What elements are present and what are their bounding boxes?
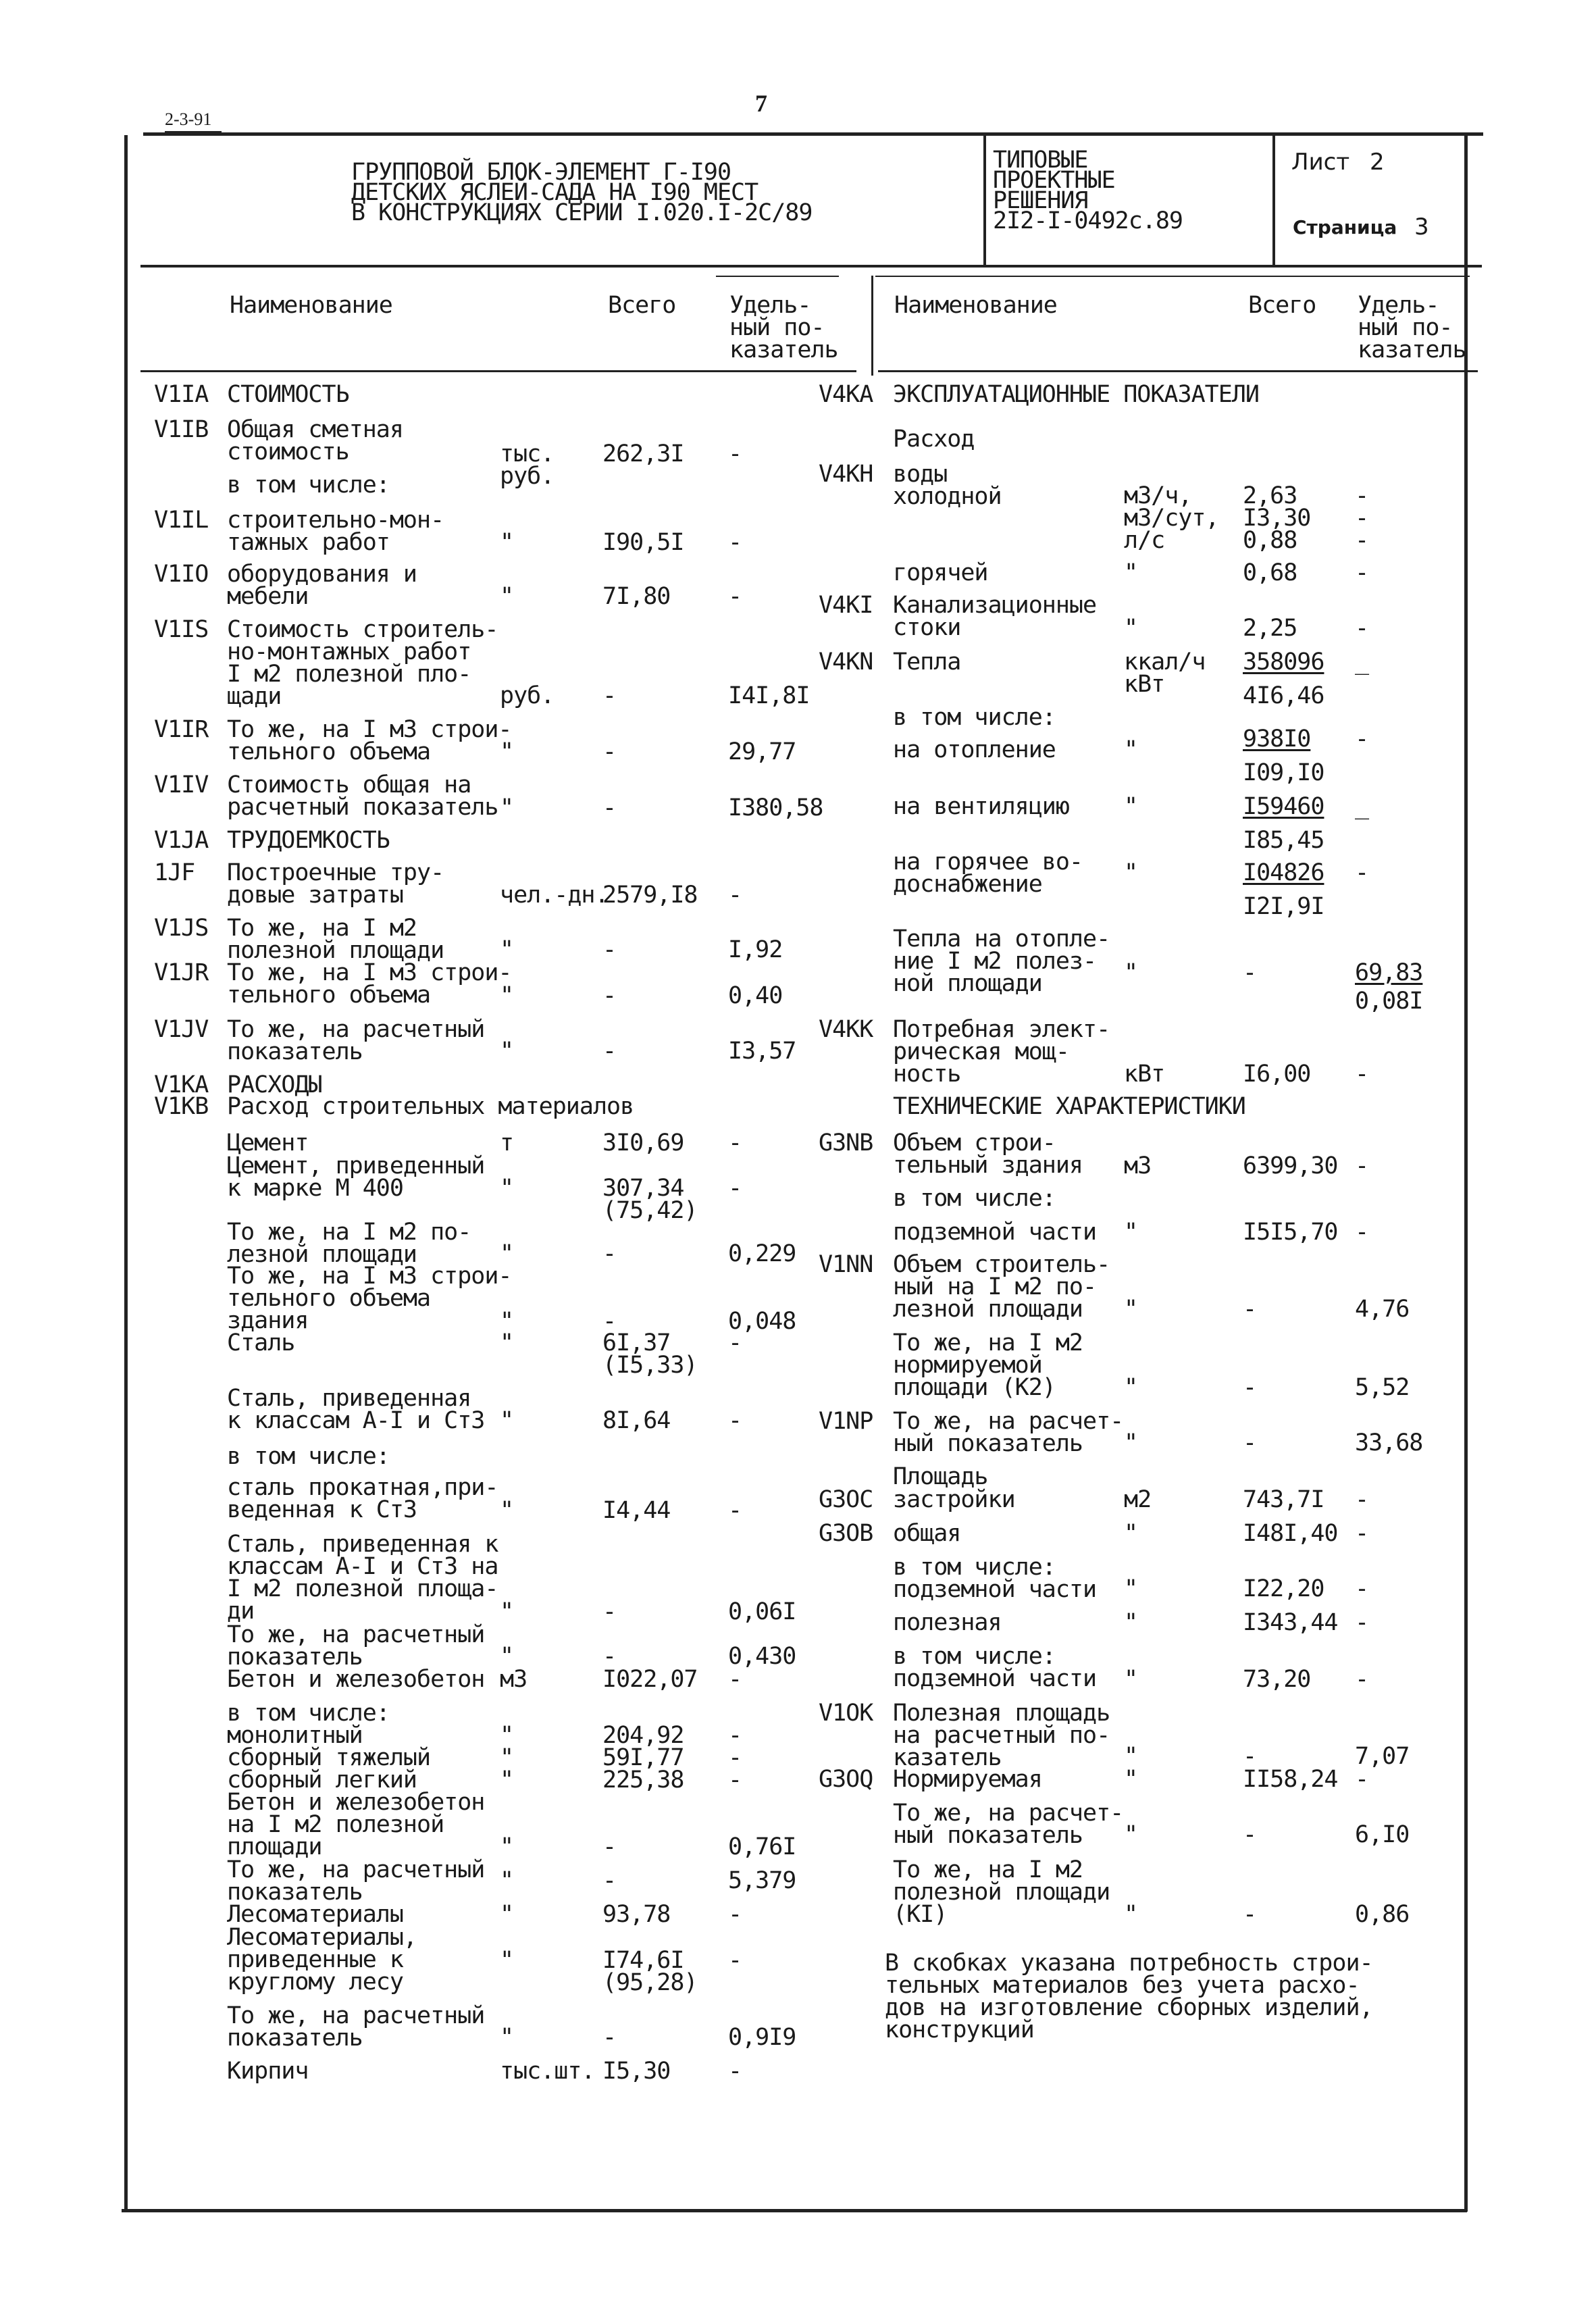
row-unit: " (500, 1329, 514, 1356)
row-name: СТОИМОСТЬ (227, 381, 349, 408)
row-name: в том числе: подземной части (893, 1554, 1097, 1603)
row-name: на вентиляцию (893, 793, 1069, 820)
row-total: - (602, 1308, 617, 1335)
row-name: Полезная площадь на расчетный по- казатель (893, 1700, 1110, 1771)
row-specific: - (728, 2058, 742, 2085)
row-specific: - (1355, 1766, 1369, 1793)
row-code: V1JA (154, 827, 209, 854)
row-specific: 7,07 (1355, 1743, 1410, 1770)
row-name: Канализационные стоки (893, 592, 1097, 641)
row-unit: " (1124, 1520, 1138, 1547)
row-total: - (602, 1240, 617, 1267)
row-name: То же, на I м2 полезной площади (227, 915, 444, 964)
row-specific: - (728, 529, 742, 556)
row-total (1243, 859, 1324, 920)
row-total-line: I2I,9I (1243, 893, 1324, 920)
row-specific: - (728, 1407, 742, 1434)
row-total: I4,44 (602, 1497, 671, 1524)
row-specific: 6,I0 (1355, 1821, 1410, 1848)
row-specific: 5,379 (728, 1867, 796, 1894)
row-specific: - (728, 1129, 742, 1156)
row-total-line: 4I6,46 (1243, 682, 1324, 709)
row-name: подземной части (893, 1219, 1097, 1246)
row-specific: 0,06I (728, 1598, 796, 1625)
row-unit: " (500, 1901, 514, 1928)
column-divider (871, 276, 873, 376)
row-specific: I4I,8I (728, 682, 810, 709)
row-code: V4KH (819, 461, 873, 488)
row-specific: - (728, 882, 742, 909)
row-total: I5I5,70 (1243, 1219, 1338, 1246)
row-specific: 0,430 (728, 1643, 796, 1670)
row-name: ЭКСПЛУАТАЦИОННЫЕ ПОКАЗАТЕЛИ (893, 381, 1259, 408)
row-name: Бетон и железобетон (227, 1666, 485, 1693)
row-specific: - (1355, 1609, 1369, 1636)
row-specific: - (728, 1666, 742, 1693)
row-unit: " (500, 1497, 514, 1524)
row-name: Общая сметная стоимость (227, 416, 403, 465)
row-specific-line: 69,83 (1355, 959, 1423, 986)
row-unit: " (1124, 1609, 1138, 1636)
row-code: V4KK (819, 1016, 873, 1043)
row-unit: м3/ч, м3/сут, л/с (1124, 482, 1219, 554)
row-unit: " (500, 1598, 514, 1625)
row-name: Лесоматериалы, приведенные к круглому лесу (227, 1924, 417, 1996)
row-name: в том числе: (893, 1185, 1056, 1212)
row-name: на отопление (893, 736, 1056, 763)
row-unit: " (1124, 1374, 1138, 1401)
row-unit: " (1124, 793, 1138, 820)
row-unit: руб. (500, 682, 555, 709)
row-name: Лесоматериалы (227, 1901, 403, 1928)
row-total: I343,44 (1243, 1609, 1338, 1636)
row-total: 6I,37 (I5,33) (602, 1329, 698, 1379)
row-total: I90,5I (602, 529, 684, 556)
row-name: Расход строительных материалов (227, 1093, 634, 1120)
stamp-bottom-line (140, 265, 1482, 268)
row-total: I6,00 (1243, 1061, 1311, 1088)
row-total: I022,07 (602, 1666, 698, 1693)
row-unit: " " " (500, 1722, 514, 1794)
row-name: Построечные тру- довые затраты (227, 859, 444, 909)
row-name: Стоимость общая на расчетный показатель (227, 771, 498, 821)
row-unit: " (500, 1643, 514, 1670)
row-code: 1JF (154, 859, 195, 886)
row-name: застройки (893, 1486, 1015, 1513)
row-total: 2,25 (1243, 615, 1297, 642)
row-name: Сталь (227, 1329, 295, 1356)
row-total: - (1243, 959, 1257, 986)
row-total: - (1243, 1374, 1257, 1401)
row-unit: " (1124, 736, 1138, 763)
row-specific: 5,52 (1355, 1374, 1410, 1401)
row-name: общая (893, 1520, 961, 1547)
row-total: - (1243, 1901, 1257, 1928)
footnote: В скобках указана потребность строи- тельных материалов без учета расхо- дов на изготовление сборных изделий, конструкций (885, 1950, 1373, 2043)
row-code: V1IL (154, 507, 209, 534)
row-unit: " (1124, 1296, 1138, 1323)
row-total-line: 938I0 (1243, 726, 1311, 753)
row-specific: - (728, 1901, 742, 1928)
row-name: на горячее во- доснабжение (893, 848, 1083, 898)
row-specific (1355, 959, 1423, 1015)
header-line-right (878, 370, 1478, 372)
row-unit: " (500, 1308, 514, 1335)
stamp-divider-2 (1272, 135, 1275, 266)
row-code: V1JS (154, 915, 209, 942)
row-name: Сталь, приведенная к классам А-I и Ст3 на I м2 полезной площа- ди (227, 1531, 498, 1625)
row-code: V1KA (154, 1071, 209, 1098)
row-name: Бетон и железобетон на I м2 полезной площади (227, 1789, 485, 1860)
row-code: V1IB (154, 416, 209, 443)
row-name: Объем строи- тельный здания (893, 1129, 1083, 1179)
header-specific-left: Удель- ный по- казатель (729, 292, 838, 363)
stamp-divider-1 (983, 135, 986, 266)
row-total-line: I09,I0 (1243, 759, 1324, 786)
row-code: V1NN (819, 1251, 873, 1278)
header-name-left: Наименование (230, 292, 392, 319)
row-specific: - (1355, 1520, 1369, 1547)
row-code: V1JV (154, 1016, 209, 1043)
row-code: V1IV (154, 771, 209, 798)
row-specific: - (1355, 1061, 1369, 1088)
row-total: 0,68 (1243, 559, 1297, 586)
row-specific: _ (1355, 793, 1369, 820)
row-total: I5,30 (602, 2058, 671, 2085)
row-specific: _ (1355, 649, 1369, 676)
header-name-right: Наименование (894, 292, 1057, 319)
row-name: Стоимость строитель- но-монтажных работ I м2 полезной пло- щади (227, 616, 498, 710)
row-total (1243, 793, 1324, 854)
row-code: V1IA (154, 381, 209, 408)
row-total: 8I,64 (602, 1407, 671, 1434)
row-specific: - (1355, 1486, 1369, 1513)
row-name: в том числе: подземной части (893, 1643, 1097, 1692)
row-name: Сталь, приведенная к классам А-I и Ст3 (227, 1385, 485, 1434)
row-total (1243, 651, 1324, 707)
row-total: 2,63 I3,30 0,88 (1243, 482, 1311, 554)
row-name: ТЕХНИЧЕСКИЕ ХАРАКТЕРИСТИКИ (893, 1093, 1245, 1120)
frame-top (143, 132, 1483, 136)
row-total-line: I59460 (1243, 793, 1324, 820)
row-total: - (602, 794, 617, 821)
row-specific: I3,57 (728, 1038, 796, 1065)
row-name: То же, на расчетный показатель (227, 2002, 485, 2052)
row-specific: 0,048 (728, 1308, 796, 1335)
row-name: То же, на I м2 полезной площади (КI) (893, 1856, 1110, 1928)
row-code: V4KN (819, 649, 873, 676)
row-specific: - (728, 1329, 742, 1356)
header-specific-right: Удель- ный по- казатель (1358, 292, 1466, 363)
row-unit: " (500, 1947, 514, 1974)
row-name: ТРУДОЕМКОСТЬ (227, 827, 390, 854)
row-name: То же, на I м2 нормируемой площади (К2) (893, 1329, 1083, 1401)
row-total: I22,20 (1243, 1575, 1324, 1602)
row-name: Площадь (893, 1463, 988, 1490)
row-total-line: I04826 (1243, 859, 1324, 886)
row-total: - (602, 1643, 617, 1670)
row-code: V1IS (154, 616, 209, 643)
row-unit: м3 (1124, 1152, 1152, 1179)
row-code: V1IO (154, 561, 209, 588)
row-unit: " (500, 1867, 514, 1894)
row-code: V1IR (154, 716, 209, 743)
row-code: G3NB (819, 1129, 873, 1156)
row-specific: - (1355, 1219, 1369, 1246)
row-name: в том числе: (227, 472, 390, 499)
row-unit: т (500, 1129, 514, 1156)
row-code: V1KB (154, 1093, 209, 1120)
row-unit: " (500, 529, 514, 556)
row-unit: " (500, 738, 514, 765)
row-unit: " (1124, 1743, 1138, 1770)
row-unit: " (1124, 1821, 1138, 1848)
row-total-line: 358096 (1243, 649, 1324, 676)
row-total: 307,34 (75,42) (602, 1175, 698, 1224)
row-total: - (602, 682, 617, 709)
row-unit: кВт (1124, 1061, 1165, 1088)
row-specific: 0,9I9 (728, 2024, 796, 2051)
row-total: - (602, 1833, 617, 1860)
row-unit: " (500, 982, 514, 1009)
row-total: 7I,80 (602, 583, 671, 610)
row-total: 93,78 (602, 1901, 671, 1928)
row-total (1243, 728, 1324, 784)
row-name: горячей (893, 559, 988, 586)
stamp-title: ГРУППОВОЙ БЛОК-ЭЛЕМЕНТ Г-I90 ДЕТСКИХ ЯСЛЕЙ-САДА НА I90 МЕСТ В КОНСТРУКЦИЯХ СЕРИИ I.020.I-2С/89 (351, 159, 813, 226)
row-name: Кирпич (227, 2058, 309, 2085)
row-unit: м3 (500, 1666, 527, 1693)
row-specific: - (1355, 1152, 1369, 1179)
row-total: - (602, 738, 617, 765)
frame-right (1464, 135, 1468, 2212)
row-total: 73,20 (1243, 1666, 1311, 1693)
row-unit: тыс.шт. (500, 2058, 595, 2085)
row-total: 6399,30 (1243, 1152, 1338, 1179)
row-name: То же, на расчетный показатель (227, 1016, 485, 1065)
row-specific: I,92 (728, 936, 783, 963)
row-code: V4KI (819, 592, 873, 619)
row-unit: " (500, 583, 514, 610)
row-unit: " (1124, 959, 1138, 986)
row-unit: " (500, 1175, 514, 1202)
row-specific: 0,229 (728, 1240, 796, 1267)
row-specific-line: 0,08I (1355, 988, 1423, 1015)
row-unit: чел.-дн. (500, 882, 609, 909)
header-top-right (875, 276, 1470, 277)
row-unit: " (1124, 1901, 1138, 1928)
row-specific: - (1355, 1575, 1369, 1602)
row-total: - (602, 1598, 617, 1625)
row-total: - (602, 982, 617, 1009)
row-name: То же, на расчет- ный показатель (893, 1408, 1124, 1457)
row-name: в том числе: (227, 1443, 390, 1470)
row-specific: 0,76I (728, 1833, 796, 1860)
row-total: 2579,I8 (602, 882, 698, 909)
frame-bottom (122, 2209, 1467, 2212)
header-line-left (140, 370, 856, 372)
stamp-sheet-label: Лист (1291, 149, 1350, 176)
row-total: 743,7I (1243, 1486, 1324, 1513)
row-specific: 4,76 (1355, 1296, 1410, 1323)
row-unit: " (1124, 615, 1138, 642)
stamp-typical: ТИПОВЫЕ ПРОЕКТНЫЕ РЕШЕНИЯ 2I2-I-0492с.89 (993, 147, 1183, 234)
row-name: Цемент, приведенный к марке М 400 (227, 1152, 485, 1202)
row-name: в том числе: монолитный сборный тяжелый сборный легкий (227, 1700, 431, 1794)
row-unit: " (1124, 1766, 1138, 1793)
row-unit: м2 (1124, 1486, 1152, 1513)
row-total: - (602, 936, 617, 963)
row-total: 204,92 59I,77 225,38 (602, 1722, 684, 1794)
row-unit: " (1124, 859, 1138, 886)
stamp-page-value: 3 (1414, 213, 1429, 240)
row-unit: " (500, 1240, 514, 1267)
row-unit: " (500, 1038, 514, 1065)
row-specific: - (1355, 559, 1369, 586)
row-total: - (1243, 1296, 1257, 1323)
row-unit: " (1124, 1429, 1138, 1456)
stamp-page-label: Страница (1293, 216, 1397, 238)
row-name: Цемент (227, 1129, 309, 1156)
row-unit: " (500, 1833, 514, 1860)
row-specific: - (1355, 859, 1369, 886)
stamp-sheet-value: 2 (1370, 149, 1385, 176)
row-total: - (602, 1867, 617, 1894)
row-specific: 0,40 (728, 982, 783, 1009)
row-unit: " (500, 794, 514, 821)
row-code: V1OK (819, 1700, 873, 1727)
row-name: Расход (893, 426, 975, 453)
row-total: - (1243, 1743, 1257, 1770)
frame-left (124, 135, 128, 2212)
row-name: полезная (893, 1609, 1002, 1636)
row-code: V4KA (819, 381, 873, 408)
row-specific: I380,58 (728, 794, 823, 821)
row-name: Тепла на отопле- ние I м2 полез- ной площади (893, 925, 1110, 997)
row-specific: - - - (1355, 482, 1369, 554)
doc-code-rule (165, 131, 222, 132)
row-specific: - (728, 1947, 742, 1974)
row-specific: - (728, 1175, 742, 1202)
row-total: - (1243, 1429, 1257, 1456)
row-specific: - (728, 1497, 742, 1524)
row-unit: " (500, 1407, 514, 1434)
row-unit: " (1124, 1575, 1138, 1602)
row-total: II58,24 (1243, 1766, 1338, 1793)
row-name: строительно-мон- тажных работ (227, 507, 444, 556)
doc-code: 2-3-91 (165, 109, 212, 129)
row-specific: - (1355, 615, 1369, 642)
row-name: РАСХОДЫ (227, 1071, 322, 1098)
row-code: G3OB (819, 1520, 873, 1547)
row-unit: " (1124, 559, 1138, 586)
row-specific: 33,68 (1355, 1429, 1423, 1456)
row-name: То же, на I м3 строи- тельного объема (227, 716, 512, 765)
row-specific: 29,77 (728, 738, 796, 765)
row-code: V1JR (154, 959, 209, 986)
row-name: То же, на расчетный показатель (227, 1856, 485, 1906)
page-number: 7 (755, 90, 767, 117)
row-unit: " (500, 2024, 514, 2051)
row-total: 3I0,69 (602, 1129, 684, 1156)
row-name: То же, на I м3 строи- тельного объема (227, 959, 512, 1009)
row-code: G3OC (819, 1486, 873, 1513)
row-total: - (602, 2024, 617, 2051)
row-total-line: I85,45 (1243, 827, 1324, 854)
row-unit: ккал/ч кВт (1124, 649, 1206, 698)
row-name: Объем строитель- ный на I м2 по- лезной площади (893, 1251, 1110, 1323)
row-unit: " (1124, 1219, 1138, 1246)
row-name: Тепла (893, 649, 961, 676)
row-unit: " (1124, 1666, 1138, 1693)
row-specific: - (728, 440, 742, 467)
row-specific: 0,86 (1355, 1901, 1410, 1928)
row-specific: - - - (728, 1722, 742, 1794)
row-name: Нормируемая (893, 1766, 1042, 1793)
row-name: в том числе: (893, 704, 1056, 731)
row-name: То же, на I м2 по- лезной площади (227, 1219, 471, 1268)
row-name: То же, на расчетный показатель (227, 1621, 485, 1671)
row-total: I48I,40 (1243, 1520, 1338, 1547)
header-top-left (716, 276, 839, 277)
row-total: - (1243, 1821, 1257, 1848)
row-specific: - (1355, 726, 1369, 753)
header-total-right: Всего (1248, 292, 1316, 319)
row-name: сталь прокатная,при- веденная к Ст3 (227, 1474, 498, 1523)
row-name: воды холодной (893, 461, 1002, 510)
row-total: - (602, 1038, 617, 1065)
row-name: Потребная элект- рическая мощ- ность (893, 1016, 1110, 1088)
row-total: 262,3I (602, 440, 684, 467)
row-name: То же, на I м3 строи- тельного объема здания (227, 1263, 512, 1334)
row-unit: тыс. руб. (500, 440, 555, 490)
row-specific: - (728, 583, 742, 610)
header-total-left: Всего (608, 292, 676, 319)
row-name: То же, на расчет- ный показатель (893, 1800, 1124, 1849)
row-name: оборудования и мебели (227, 561, 417, 610)
row-code: V1NP (819, 1408, 873, 1435)
row-specific: - (1355, 1666, 1369, 1693)
row-code: G3OQ (819, 1766, 873, 1793)
row-total: I74,6I (95,28) (602, 1947, 698, 1996)
row-unit: " (500, 936, 514, 963)
